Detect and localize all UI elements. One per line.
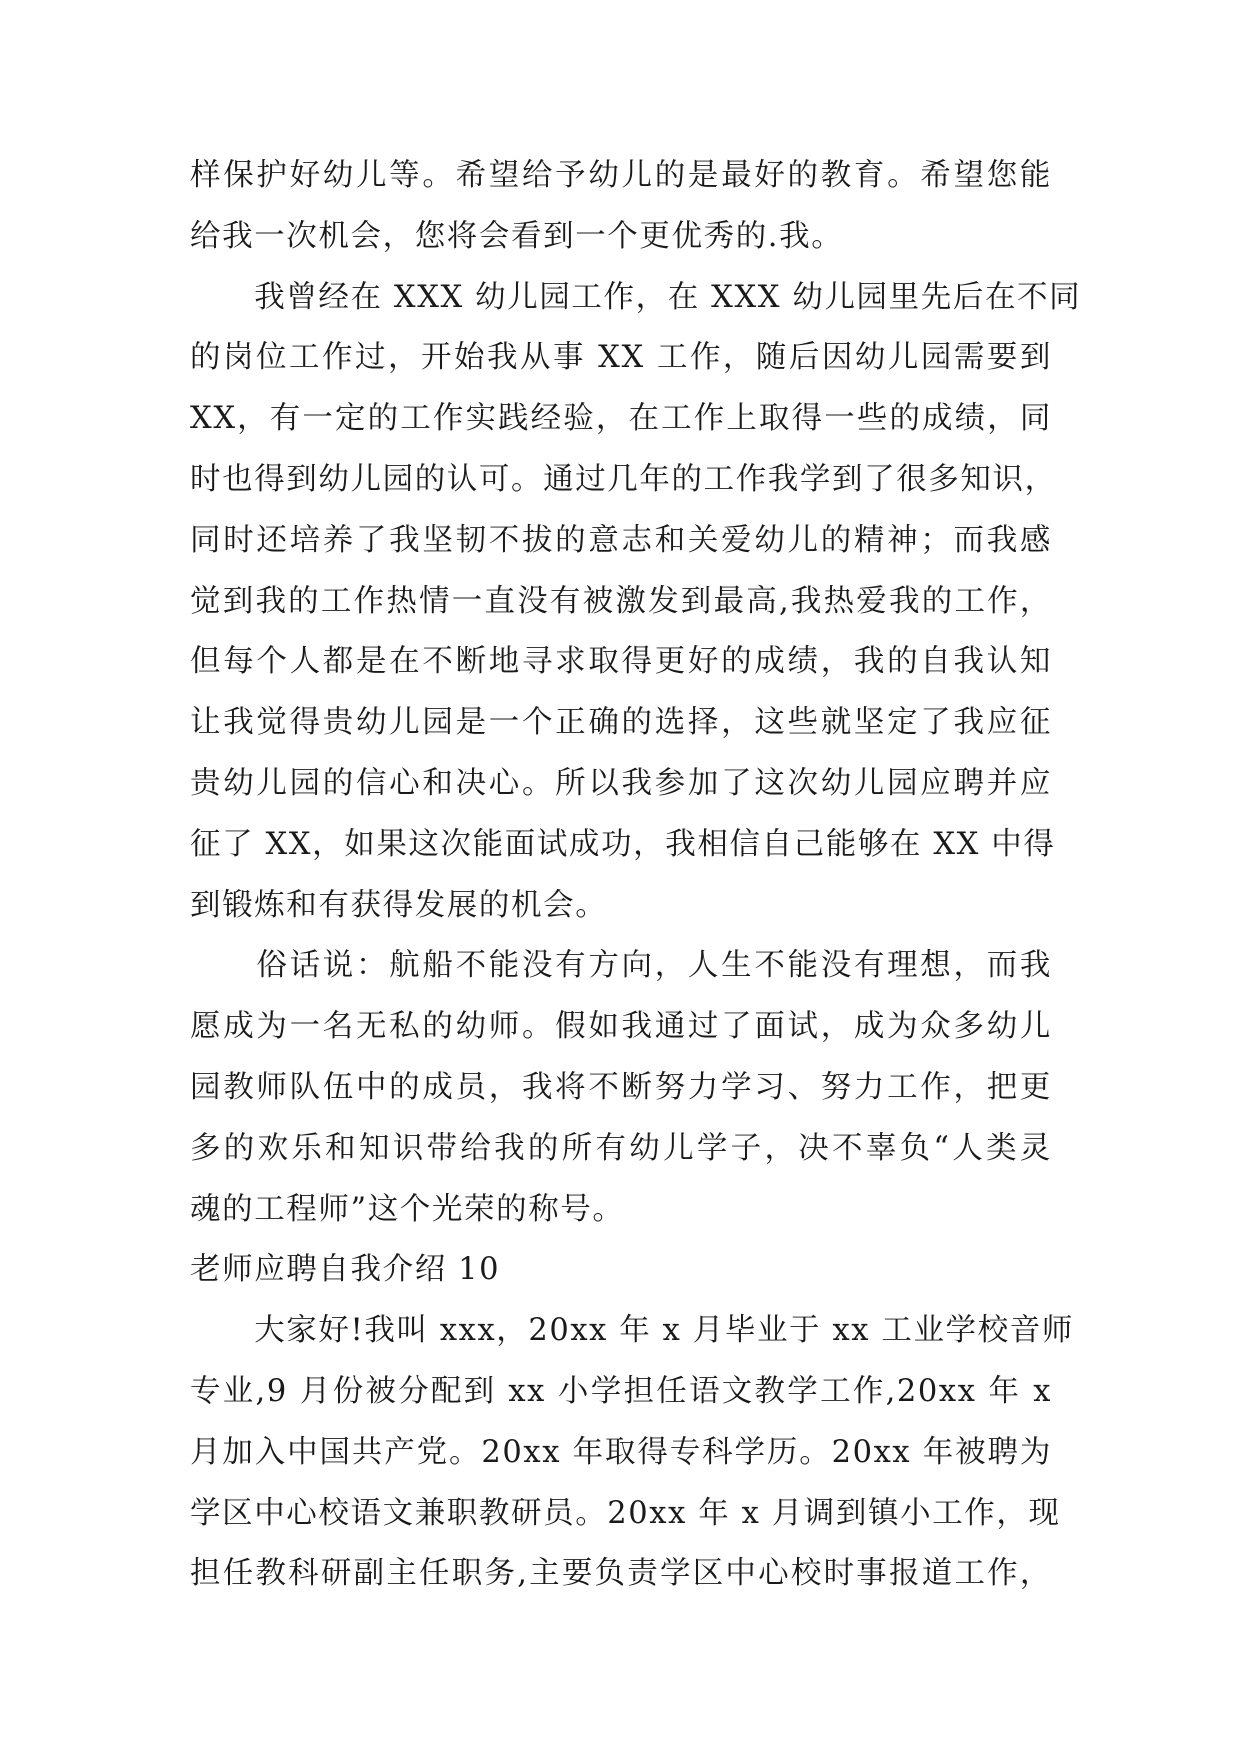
text-line: 俗话说：航船不能没有方向，人生不能没有理想，而我 <box>190 948 1052 984</box>
section-heading: 老师应聘自我介绍 10 <box>190 1252 501 1288</box>
paragraph-self-introduction <box>190 1301 1074 1605</box>
text-line: 到锻炼和有获得发展的机会。 <box>190 887 608 923</box>
text-line: XX，有一定的工作实践经验，在工作上取得一些的成绩，同 <box>190 401 1052 437</box>
text-line: 我曾经在 XXX 幼儿园工作，在 XXX 幼儿园里先后在不同 <box>190 279 1082 315</box>
text-line: 给我一次机会，您将会看到一个更优秀的.我。 <box>190 218 844 254</box>
text-line: 时也得到幼儿园的认可。通过几年的工作我学到了很多知识， <box>190 461 1057 497</box>
text-line: 但每个人都是在不断地寻求取得更好的成绩，我的自我认知 <box>190 644 1052 680</box>
text-line: 魂的工程师”这个光荣的称号。 <box>190 1191 625 1227</box>
text-line: 同时还培养了我坚韧不拔的意志和关爱幼儿的精神；而我感 <box>190 522 1052 558</box>
text-line: 让我觉得贵幼儿园是一个正确的选择，这些就坚定了我应征 <box>190 705 1052 741</box>
text-line: 愿成为一名无私的幼师。假如我通过了面试，成为众多幼儿 <box>190 1009 1052 1045</box>
text-line: 样保护好幼儿等。希望给予幼儿的是最好的教育。希望您能 <box>190 158 1052 193</box>
document-body <box>190 146 1082 1605</box>
text-line: 的岗位工作过，开始我从事 XX 工作，随后因幼儿园需要到 <box>190 340 1052 376</box>
text-line: 觉到我的工作热情一直没有被激发到最高,我热爱我的工作， <box>190 583 1052 619</box>
text-line: 贵幼儿园的信心和决心。所以我参加了这次幼儿园应聘并应 <box>190 765 1052 801</box>
text-line: 大家好!我叫 xxx，20xx 年 x 月毕业于 xx 工业学校音师 <box>190 1313 1074 1349</box>
paragraph-work-experience <box>190 268 1082 937</box>
paragraph-continuation <box>190 146 1052 268</box>
text-line: 专业,9 月份被分配到 xx 小学担任语文教学工作,20xx 年 x <box>190 1373 1052 1409</box>
text-line: 担任教科研副主任职务,主要负责学区中心校时事报道工作， <box>190 1556 1052 1592</box>
text-line: 征了 XX，如果这次能面试成功，我相信自己能够在 XX 中得 <box>190 826 1056 862</box>
text-line: 多的欢乐和知识带给我的所有幼儿学子，决不辜负“人类灵 <box>190 1130 1052 1166</box>
text-line: 园教师队伍中的成员，我将不断努力学习、努力工作，把更 <box>190 1069 1052 1105</box>
text-line: 学区中心校语文兼职教研员。20xx 年 x 月调到镇小工作，现 <box>190 1495 1061 1531</box>
paragraph-aspiration <box>190 936 1052 1240</box>
text-line: 月加入中国共产党。20xx 年取得专科学历。20xx 年被聘为 <box>190 1434 1052 1470</box>
